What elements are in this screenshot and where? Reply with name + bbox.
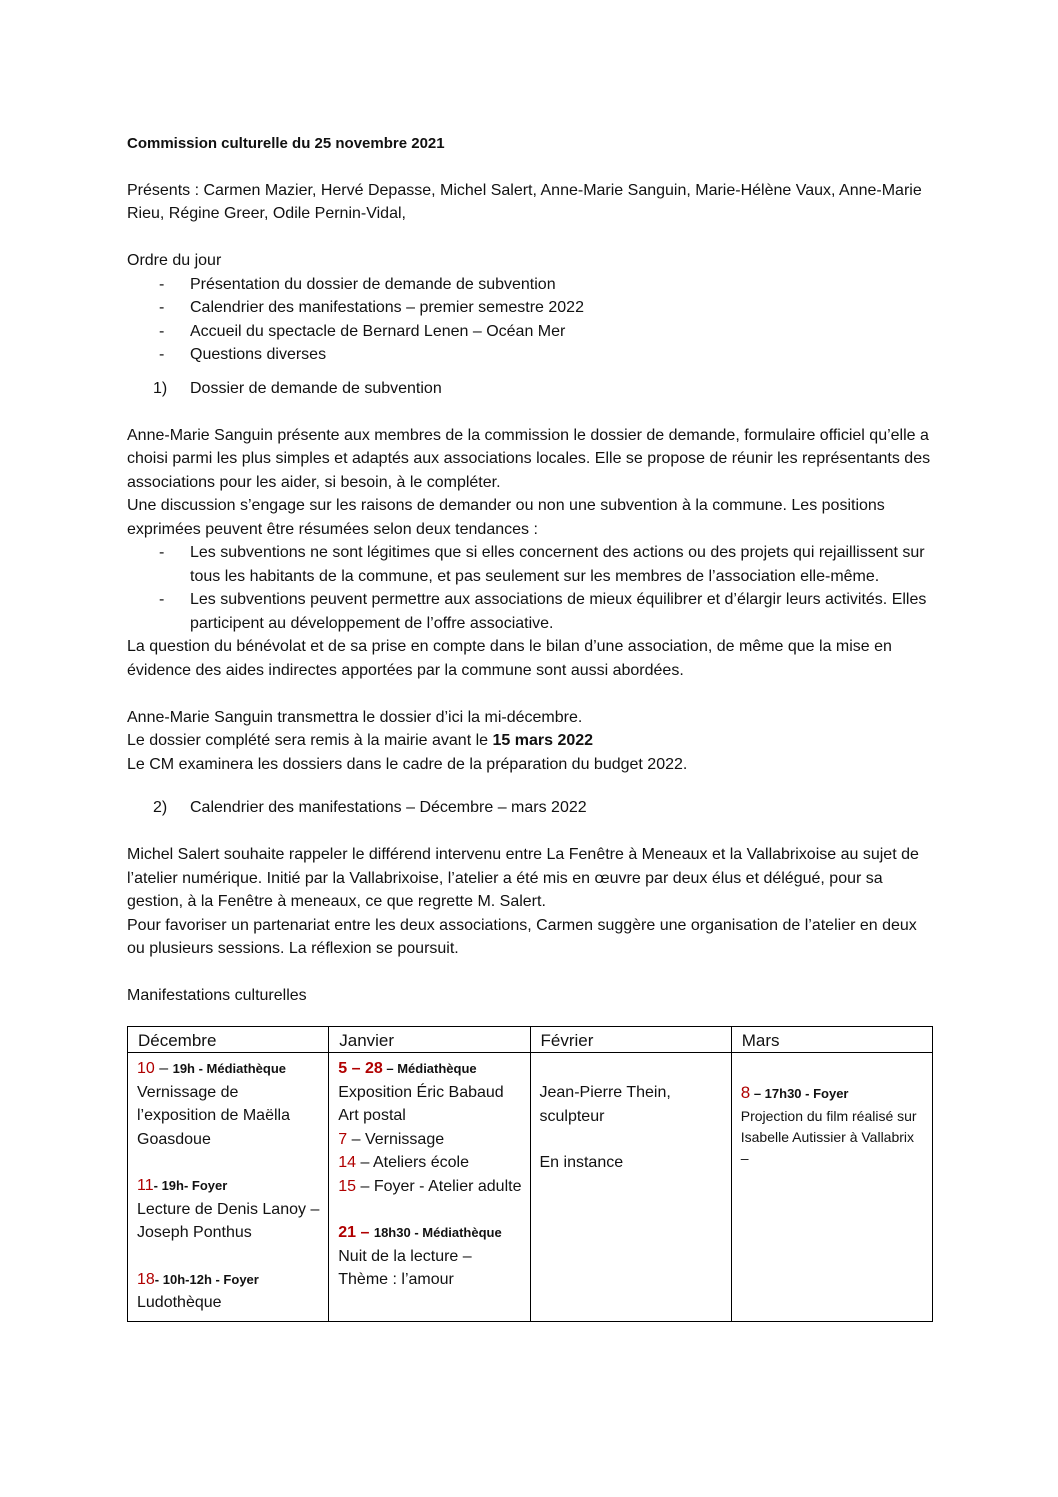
table-header-row xyxy=(128,1026,933,1053)
event-description: Exposition Éric Babaud Art postal xyxy=(338,1083,504,1124)
column-header-fevrier: Février xyxy=(530,1026,731,1053)
event-description: Vernissage de l’exposition de Maëlla Goasdoue xyxy=(137,1083,290,1148)
event-description: Jean-Pierre Thein, sculpteur xyxy=(539,1084,671,1125)
event-time-place: – 17h30 - Foyer xyxy=(750,1086,849,1101)
event-description: Ludothèque xyxy=(137,1294,222,1311)
event-date: 7 xyxy=(338,1130,348,1148)
section-1-paragraph: La question du bénévolat et de sa prise en compte dans le bilan d’une association, de même que la mise en évidence des aides indirectes apportées par la commune sont aussi abordées. xyxy=(127,638,892,679)
cell-mars xyxy=(731,1053,932,1322)
section-2-paragraph: Pour favoriser un partenariat entre les deux associations, Carmen suggère une organisation de l’atelier en deux ou plusieurs sessions. La réflexion se poursuit. xyxy=(127,916,917,957)
event-entry xyxy=(137,1268,320,1315)
table-row xyxy=(128,1053,933,1322)
section-1-number: 1) xyxy=(153,379,168,397)
event-date: 11 xyxy=(137,1177,154,1194)
event-date: 15 xyxy=(338,1177,357,1195)
event-time-place: 10h-12h - Foyer xyxy=(162,1271,259,1287)
event-date: 8 xyxy=(740,1083,751,1102)
event-separator: - xyxy=(153,1178,162,1193)
attendees: Présents : Carmen Mazier, Hervé Depasse, Michel Salert, Anne-Marie Sanguin, Marie-Hélène Vaux, Anne-Marie Rieu, Régine Greer, Odile Pernin-Vidal, xyxy=(127,181,922,222)
event-description: Lecture de Denis Lanoy – Joseph Ponthus xyxy=(137,1200,320,1241)
document-page xyxy=(127,132,933,1322)
events-calendar-table xyxy=(127,1026,933,1322)
event-description: – Ateliers école xyxy=(356,1154,469,1171)
event-status: En instance xyxy=(539,1154,624,1171)
section-1-heading xyxy=(127,377,933,401)
event-entry xyxy=(137,1174,320,1245)
event-time-place: – Médiathèque xyxy=(382,1061,477,1076)
event-entry xyxy=(137,1057,320,1151)
section-2-paragraph: Michel Salert souhaite rappeler le différend intervenu entre La Fenêtre à Meneaux et la Vallabrixoise au sujet de l’atelier numérique. Initié par la Vallabrixoise, l’atelier a été mis en œuvre par deux élus et délégué, pour sa gestion, à la Fenêtre à meneaux, ce que regrette M. Salert. xyxy=(127,846,919,910)
deadline-prefix: Le dossier complété sera remis à la mairie avant le xyxy=(127,732,493,749)
agenda-label: Ordre du jour xyxy=(127,252,222,269)
cell-fevrier xyxy=(530,1053,731,1322)
agenda-list xyxy=(127,273,933,367)
section-1-paragraph: Le CM examinera les dossiers dans le cadre de la préparation du budget 2022. xyxy=(127,755,688,773)
column-header-decembre: Décembre xyxy=(128,1026,329,1053)
agenda-item: - Questions diverses xyxy=(127,343,933,367)
event-date: 5 – 28 xyxy=(338,1060,383,1077)
deadline-date: 15 mars 2022 xyxy=(492,732,594,749)
section-2-title: Calendrier des manifestations – Décembre – mars 2022 xyxy=(190,799,587,816)
event-time-place: 18h30 - Médiathèque xyxy=(373,1225,502,1240)
event-date: 10 xyxy=(137,1060,155,1077)
column-header-mars: Mars xyxy=(731,1026,932,1053)
section-2-number: 2) xyxy=(153,799,168,816)
position-item: - Les subventions peuvent permettre aux associations de mieux équilibrer et d’élargir leurs activités. Elles participent au développement de l’offre associative. xyxy=(127,588,933,635)
section-2-heading xyxy=(127,796,933,820)
event-description: Projection du film réalisé sur Isabelle Autissier à Vallabrix – xyxy=(740,1107,917,1166)
section-1-paragraph: Anne-Marie Sanguin transmettra le dossier d’ici la mi-décembre. xyxy=(127,708,583,726)
event-description: Nuit de la lecture – Thème : l’amour xyxy=(338,1247,472,1288)
agenda-item: - Présentation du dossier de demande de subvention xyxy=(127,273,933,297)
event-time-place: 19h- Foyer xyxy=(161,1178,228,1193)
event-description: – Foyer - Atelier adulte xyxy=(356,1177,522,1195)
event-time-place: 19h - Médiathèque xyxy=(172,1061,287,1076)
events-label: Manifestations culturelles xyxy=(127,987,307,1004)
event-description: – Vernissage xyxy=(347,1130,445,1148)
cell-janvier xyxy=(329,1053,530,1322)
deadline-line xyxy=(127,729,933,753)
cell-decembre xyxy=(128,1053,329,1322)
section-1-title: Dossier de demande de subvention xyxy=(190,379,442,397)
event-date: 21 – xyxy=(338,1224,374,1241)
position-item: - Les subventions ne sont légitimes que si elles concernent des actions ou des projets qui rejaillissent sur tous les habitants de la commune, et pas seulement sur les membres de l’association elle-même. xyxy=(127,541,933,588)
section-1-paragraph: Anne-Marie Sanguin présente aux membres de la commission le dossier de demande, formulaire officiel qu’elle a choisi parmi les plus simples et adaptés aux associations locales. Elle se propose de réunir les représentants des associations pour les aider, si besoin, à le compléter. xyxy=(127,426,931,491)
section-1-paragraph: Une discussion s’engage sur les raisons de demander ou non une subvention à la commune. Les positions exprimées peuvent être résumées selon deux tendances : xyxy=(127,497,885,538)
agenda-item: - Accueil du spectacle de Bernard Lenen – Océan Mer xyxy=(127,320,933,344)
event-separator: - xyxy=(154,1271,163,1287)
event-separator: – xyxy=(154,1060,173,1077)
agenda-item: - Calendrier des manifestations – premier semestre 2022 xyxy=(127,296,933,320)
event-date: 18 xyxy=(137,1270,155,1288)
column-header-janvier: Janvier xyxy=(329,1026,530,1053)
document-title: Commission culturelle du 25 novembre 2021 xyxy=(127,135,445,152)
event-date: 14 xyxy=(338,1154,357,1171)
positions-list xyxy=(127,541,933,635)
